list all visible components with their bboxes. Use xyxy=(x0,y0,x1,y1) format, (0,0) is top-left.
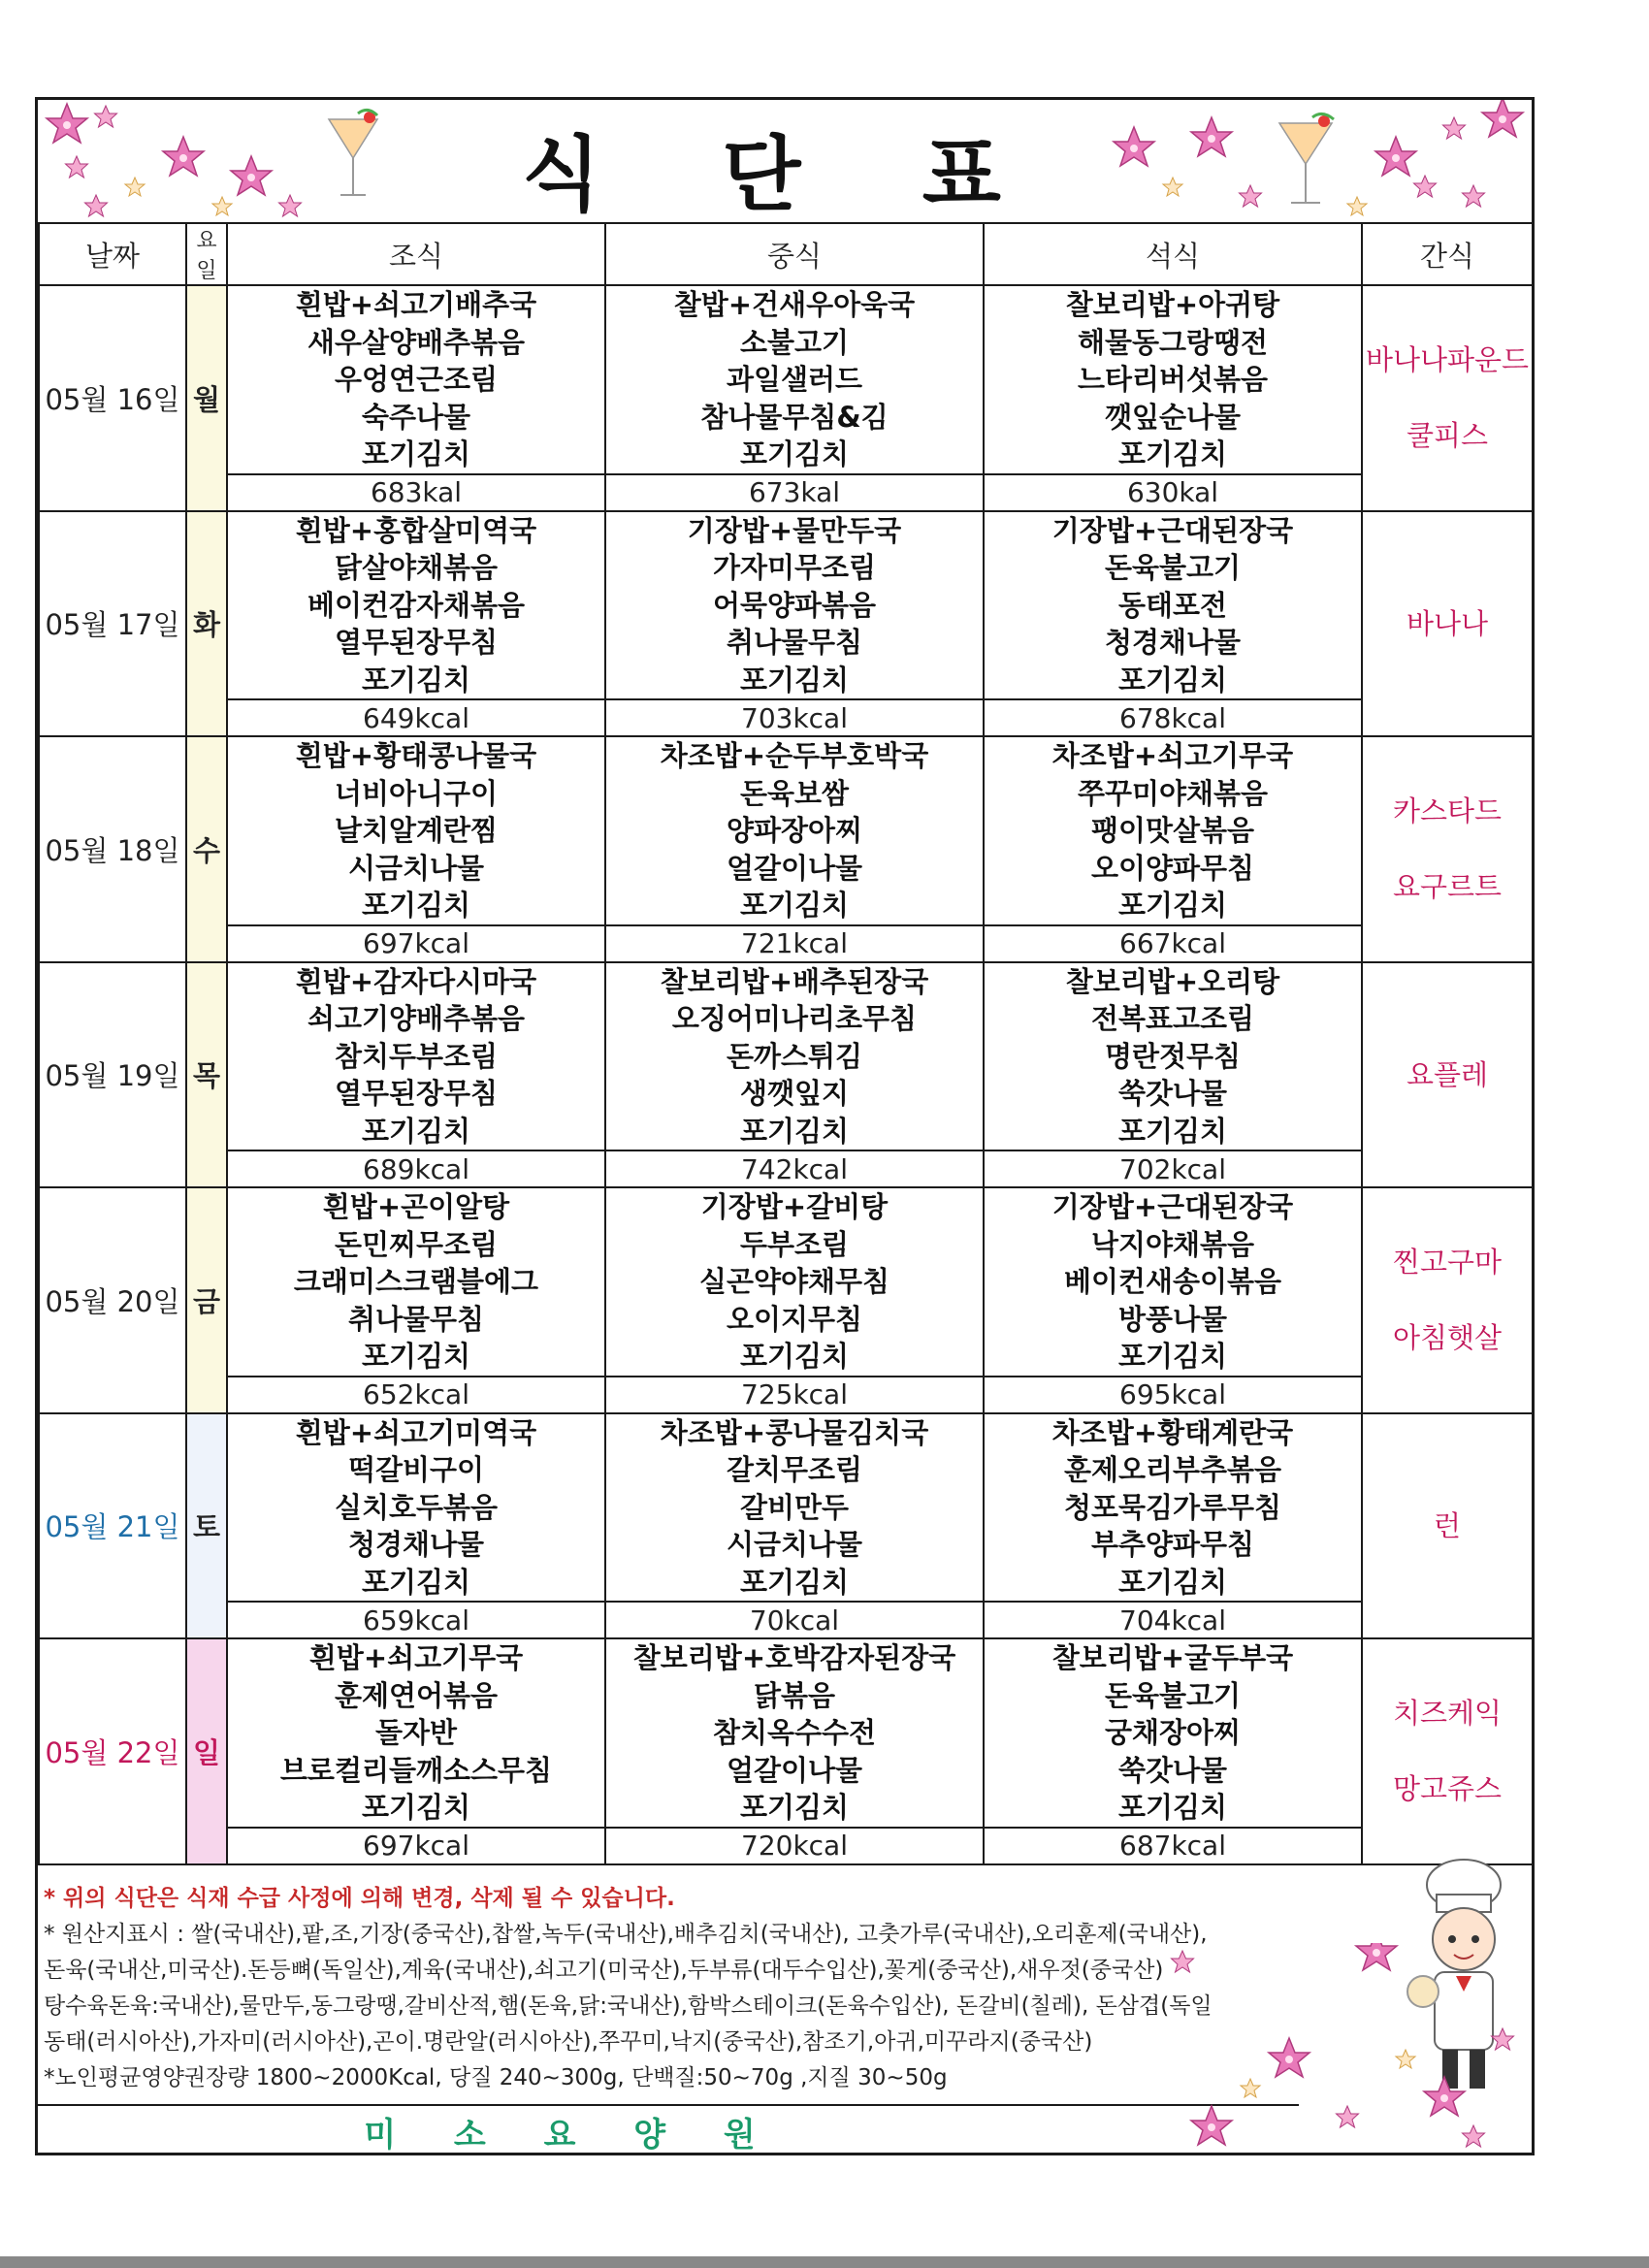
snack-item: 치즈케익 xyxy=(1392,1697,1503,1731)
menu-item: 포기김치 xyxy=(361,437,471,470)
menu-item: 찰보리밥+호박감자된장국 xyxy=(632,1641,956,1674)
menu-item: 실치호두볶음 xyxy=(334,1490,499,1524)
menu-item: 찰보리밥+오리탕 xyxy=(1065,964,1280,998)
day-row xyxy=(39,511,1533,700)
snack-cell xyxy=(1362,962,1533,1188)
breakfast-cell xyxy=(227,736,605,925)
date-cell: 05월 17일 xyxy=(39,511,186,737)
header-dinner: 석식 xyxy=(984,223,1362,285)
snack-cell xyxy=(1362,1187,1533,1413)
menu-item: 전복표고조림 xyxy=(1090,1002,1255,1035)
menu-item: 청포묵김가루무침 xyxy=(1063,1490,1282,1524)
calorie-cell: 697kcal xyxy=(227,925,605,962)
snack-item: 카스타드 xyxy=(1392,794,1503,828)
day-of-week-cell: 금 xyxy=(186,1187,227,1413)
menu-item: 돈민찌무조림 xyxy=(334,1227,499,1261)
menu-item: 베이컨감자채볶음 xyxy=(307,588,526,622)
menu-item: 쭈꾸미야채볶음 xyxy=(1077,776,1269,810)
header-day: 요일 xyxy=(186,223,227,285)
menu-item: 쇠고기양배추볶음 xyxy=(307,1002,526,1035)
calorie-cell: 725kcal xyxy=(605,1377,984,1413)
menu-item: 기장밥+근대된장국 xyxy=(1051,1190,1294,1223)
menu-item: 흰밥+감자다시마국 xyxy=(295,964,537,998)
menu-item: 포기김치 xyxy=(361,1340,471,1373)
menu-item: 포기김치 xyxy=(739,1340,850,1373)
calorie-cell: 704kcal xyxy=(984,1602,1362,1638)
menu-item: 크래미스크램블에그 xyxy=(293,1265,539,1298)
menu-item: 청경채나물 xyxy=(347,1528,485,1561)
menu-item: 차조밥+순두부호박국 xyxy=(660,739,929,772)
menu-item: 팽이맛살볶음 xyxy=(1090,814,1255,847)
menu-item: 돌자반 xyxy=(374,1716,458,1749)
day-row xyxy=(39,285,1533,474)
date-cell: 05월 22일 xyxy=(39,1638,186,1864)
calorie-cell: 689kcal xyxy=(227,1150,605,1187)
menu-item: 포기김치 xyxy=(361,889,471,922)
menu-item: 부추양파무침 xyxy=(1090,1528,1255,1561)
menu-item: 과일샐러드 xyxy=(726,363,863,396)
origin-note-line: * 원산지표시 : 쌀(국내산),팥,조,기장(중국산),찹쌀,녹두(국내산),배추김치(국내산), 고춧가루(국내산),오리훈제(국내산), xyxy=(44,1922,1208,1947)
day-of-week-cell: 목 xyxy=(186,962,227,1188)
lunch-cell xyxy=(605,285,984,474)
lunch-cell xyxy=(605,1413,984,1603)
kcal-row xyxy=(39,925,1533,962)
snack-item: 바나나 xyxy=(1406,606,1489,640)
kcal-row xyxy=(39,1602,1533,1638)
origin-note-line: 동태(러시아산),가자미(러시아산),곤이.명란알(러시아산),쭈꾸미,낙지(중국산),참조기,아귀,미꾸라지(중국산) xyxy=(44,2029,1093,2055)
menu-item: 흰밥+쇠고기미역국 xyxy=(295,1415,537,1449)
lunch-cell xyxy=(605,1638,984,1828)
menu-item: 돈육불고기 xyxy=(1104,1678,1242,1712)
menu-item: 열무된장무침 xyxy=(334,626,499,659)
menu-item: 흰밥+황태콩나물국 xyxy=(295,739,537,772)
calorie-cell: 678kcal xyxy=(984,699,1362,736)
day-of-week-cell: 토 xyxy=(186,1413,227,1639)
calorie-cell: 742kcal xyxy=(605,1150,984,1187)
menu-item: 포기김치 xyxy=(1117,889,1228,922)
snack-cell xyxy=(1362,1413,1533,1639)
date-cell: 05월 16일 xyxy=(39,285,186,511)
menu-item: 포기김치 xyxy=(361,1565,471,1599)
snack-item: 망고쥬스 xyxy=(1392,1772,1503,1806)
scanner-edge xyxy=(0,2256,1649,2268)
calorie-cell: 649kcal xyxy=(227,699,605,736)
menu-item: 베이컨새송이볶음 xyxy=(1063,1265,1282,1298)
menu-item: 명란젓무침 xyxy=(1104,1039,1242,1073)
calorie-cell: 673kal xyxy=(605,474,984,511)
menu-item: 깻잎순나물 xyxy=(1104,400,1242,434)
kcal-row xyxy=(39,1377,1533,1413)
lunch-cell xyxy=(605,511,984,700)
menu-item: 두부조림 xyxy=(739,1227,850,1261)
menu-item: 포기김치 xyxy=(1117,1565,1228,1599)
menu-item: 포기김치 xyxy=(739,437,850,470)
menu-item: 해물동그랑땡전 xyxy=(1077,325,1269,359)
menu-item: 쑥갓나물 xyxy=(1117,1077,1228,1110)
day-row xyxy=(39,736,1533,925)
menu-item: 기장밥+갈비탕 xyxy=(700,1190,889,1223)
kcal-row xyxy=(39,1150,1533,1187)
menu-item: 새우살양배추볶음 xyxy=(307,325,526,359)
cocktail-icon xyxy=(1279,113,1334,203)
snack-item: 요구르트 xyxy=(1392,870,1503,904)
footer-divider xyxy=(38,2104,1299,2106)
calorie-cell: 702kcal xyxy=(984,1150,1362,1187)
lunch-cell xyxy=(605,736,984,925)
header-snack: 간식 xyxy=(1362,223,1533,285)
menu-item: 숙주나물 xyxy=(361,400,471,434)
menu-item: 갈비만두 xyxy=(739,1490,850,1524)
menu-item: 포기김치 xyxy=(1117,437,1228,470)
calorie-cell: 721kcal xyxy=(605,925,984,962)
menu-item: 포기김치 xyxy=(1117,1114,1228,1148)
calorie-cell: 683kal xyxy=(227,474,605,511)
kcal-row xyxy=(39,699,1533,736)
menu-item: 시금치나물 xyxy=(726,1528,863,1561)
day-row xyxy=(39,1413,1533,1603)
nutrition-note: *노인평균영양권장량 1800~2000Kcal, 당질 240~300g, 단백질:50~70g ,지질 30~50g xyxy=(44,2065,948,2090)
menu-item: 시금치나물 xyxy=(347,851,485,885)
day-row xyxy=(39,1187,1533,1377)
menu-item: 차조밥+쇠고기무국 xyxy=(1051,739,1294,772)
menu-item: 돈까스튀김 xyxy=(726,1039,863,1073)
menu-item: 흰밥+곤이알탕 xyxy=(322,1190,510,1223)
menu-item: 참나물무침&김 xyxy=(700,400,889,434)
day-row xyxy=(39,962,1533,1151)
menu-item: 찰보리밥+아귀탕 xyxy=(1065,288,1280,321)
menu-item: 소불고기 xyxy=(739,325,850,359)
menu-item: 포기김치 xyxy=(361,1791,471,1824)
menu-item: 너비아니구이 xyxy=(334,776,499,810)
menu-item: 돈육불고기 xyxy=(1104,551,1242,584)
date-cell: 05월 18일 xyxy=(39,736,186,962)
day-of-week-cell: 일 xyxy=(186,1638,227,1864)
menu-item: 날치알계란찜 xyxy=(334,814,499,847)
calorie-cell: 652kcal xyxy=(227,1377,605,1413)
meal-table xyxy=(38,222,1534,1865)
menu-item: 생깻잎지 xyxy=(739,1077,850,1110)
menu-item: 포기김치 xyxy=(739,1114,850,1148)
snack-cell xyxy=(1362,736,1533,962)
menu-item: 오징어미나리초무침 xyxy=(671,1002,918,1035)
menu-item: 포기김치 xyxy=(739,889,850,922)
header-breakfast: 조식 xyxy=(227,223,605,285)
dinner-cell xyxy=(984,285,1362,474)
day-of-week-cell: 월 xyxy=(186,285,227,511)
breakfast-cell xyxy=(227,285,605,474)
kcal-row xyxy=(39,1828,1533,1864)
table-header-row xyxy=(39,223,1533,285)
flower-decoration-bottom xyxy=(1153,1943,1532,2156)
origin-note-line: 탕수육돈육:국내산),물만두,동그랑땡,갈비산적,햄(돈육,닭:국내산),함박스테이크(돈육수입산), 돈갈비(칠레), 돈삼겹(독일 xyxy=(44,1993,1212,2019)
menu-item: 참치옥수수전 xyxy=(712,1716,877,1749)
menu-item: 취나물무침 xyxy=(347,1302,485,1336)
menu-item: 궁채장아찌 xyxy=(1104,1716,1242,1749)
menu-item: 포기김치 xyxy=(361,1114,471,1148)
menu-change-warning: * 위의 식단은 식재 수급 사정에 의해 변경, 삭제 될 수 있습니다. xyxy=(44,1886,675,1911)
menu-item: 브로컬리들깨소스무침 xyxy=(279,1753,553,1787)
header-lunch: 중식 xyxy=(605,223,984,285)
menu-item: 차조밥+콩나물김치국 xyxy=(660,1415,929,1449)
menu-item: 열무된장무침 xyxy=(334,1077,499,1110)
menu-item: 포기김치 xyxy=(361,663,471,697)
snack-item: 쿨피스 xyxy=(1406,419,1489,453)
snack-item: 바나나파운드 xyxy=(1365,343,1530,377)
lunch-cell xyxy=(605,1187,984,1377)
dinner-cell xyxy=(984,736,1362,925)
menu-item: 훈제오리부추볶음 xyxy=(1063,1453,1282,1486)
title-band xyxy=(38,100,1532,222)
menu-item: 낙지야채볶음 xyxy=(1090,1227,1255,1261)
menu-item: 포기김치 xyxy=(739,1791,850,1824)
menu-item: 포기김치 xyxy=(739,1565,850,1599)
menu-item: 기장밥+물만두국 xyxy=(687,513,902,547)
menu-item: 취나물무침 xyxy=(726,626,863,659)
menu-item: 오이지무침 xyxy=(726,1302,863,1336)
breakfast-cell xyxy=(227,511,605,700)
menu-item: 떡갈비구이 xyxy=(347,1453,485,1486)
menu-item: 닭살야채볶음 xyxy=(334,551,499,584)
menu-item: 차조밥+황태계란국 xyxy=(1051,1415,1294,1449)
breakfast-cell xyxy=(227,1638,605,1828)
menu-item: 실곤약야채무침 xyxy=(698,1265,890,1298)
calorie-cell: 659kcal xyxy=(227,1602,605,1638)
menu-item: 돈육보쌈 xyxy=(739,776,850,810)
menu-sheet xyxy=(35,97,1535,2155)
breakfast-cell xyxy=(227,962,605,1151)
menu-item: 흰밥+홍합살미역국 xyxy=(295,513,537,547)
snack-cell xyxy=(1362,285,1533,511)
calorie-cell: 70kcal xyxy=(605,1602,984,1638)
dinner-cell xyxy=(984,962,1362,1151)
breakfast-cell xyxy=(227,1413,605,1603)
menu-item: 흰밥+쇠고기무국 xyxy=(308,1641,524,1674)
menu-item: 양파장아찌 xyxy=(726,814,863,847)
kcal-row xyxy=(39,474,1533,511)
snack-cell xyxy=(1362,1638,1533,1864)
snack-item: 아침햇살 xyxy=(1392,1321,1503,1355)
dinner-cell xyxy=(984,1413,1362,1603)
menu-item: 오이양파무침 xyxy=(1090,851,1255,885)
dinner-cell xyxy=(984,1187,1362,1377)
menu-item: 포기김치 xyxy=(1117,1791,1228,1824)
menu-item: 훈제연어볶음 xyxy=(334,1678,499,1712)
menu-item: 어묵양파볶음 xyxy=(712,588,877,622)
snack-item: 찐고구마 xyxy=(1392,1246,1503,1280)
menu-item: 가자미무조림 xyxy=(712,551,877,584)
menu-item: 방풍나물 xyxy=(1117,1302,1228,1336)
menu-item: 갈치무조림 xyxy=(726,1453,863,1486)
calorie-cell: 687kcal xyxy=(984,1828,1362,1864)
menu-item: 얼갈이나물 xyxy=(726,851,863,885)
menu-item: 흰밥+쇠고기배추국 xyxy=(295,288,537,321)
snack-item: 요플레 xyxy=(1406,1057,1489,1091)
date-cell: 05월 20일 xyxy=(39,1187,186,1413)
calorie-cell: 630kal xyxy=(984,474,1362,511)
date-cell: 05월 21일 xyxy=(39,1413,186,1639)
flower-decoration-right xyxy=(1105,100,1532,222)
calorie-cell: 697kcal xyxy=(227,1828,605,1864)
menu-item: 청경채나물 xyxy=(1104,626,1242,659)
menu-item: 참치두부조림 xyxy=(334,1039,499,1073)
day-of-week-cell: 화 xyxy=(186,511,227,737)
menu-item: 포기김치 xyxy=(1117,663,1228,697)
header-date: 날짜 xyxy=(39,223,186,285)
calorie-cell: 667kcal xyxy=(984,925,1362,962)
menu-item: 찰보리밥+굴두부국 xyxy=(1051,1641,1294,1674)
facility-name: 미 소 요 양 원 xyxy=(364,2116,779,2155)
breakfast-cell xyxy=(227,1187,605,1377)
menu-item: 찰보리밥+배추된장국 xyxy=(660,964,929,998)
origin-note-line: 돈육(국내산,미국산).돈등뼈(독일산),계육(국내산),쇠고기(미국산),두부류(대두수입산),꽃게(중국산),새우젓(중국산) xyxy=(44,1958,1164,1983)
lunch-cell xyxy=(605,962,984,1151)
menu-item: 기장밥+근대된장국 xyxy=(1051,513,1294,547)
menu-item: 느타리버섯볶음 xyxy=(1077,363,1269,396)
menu-item: 우엉연근조림 xyxy=(334,363,499,396)
snack-cell xyxy=(1362,511,1533,737)
calorie-cell: 703kcal xyxy=(605,699,984,736)
date-cell: 05월 19일 xyxy=(39,962,186,1188)
calorie-cell: 720kcal xyxy=(605,1828,984,1864)
snack-item: 런 xyxy=(1433,1508,1461,1542)
menu-item: 동태포전 xyxy=(1117,588,1228,622)
day-row xyxy=(39,1638,1533,1828)
menu-item: 얼갈이나물 xyxy=(726,1753,863,1787)
menu-item: 쑥갓나물 xyxy=(1117,1753,1228,1787)
dinner-cell xyxy=(984,1638,1362,1828)
dinner-cell xyxy=(984,511,1362,700)
page-title: 식 단 표 xyxy=(522,127,1048,222)
menu-item: 닭볶음 xyxy=(753,1678,836,1712)
calorie-cell: 695kcal xyxy=(984,1377,1362,1413)
menu-item: 찰밥+건새우아욱국 xyxy=(673,288,916,321)
menu-item: 포기김치 xyxy=(1117,1340,1228,1373)
day-of-week-cell: 수 xyxy=(186,736,227,962)
menu-item: 포기김치 xyxy=(739,663,850,697)
